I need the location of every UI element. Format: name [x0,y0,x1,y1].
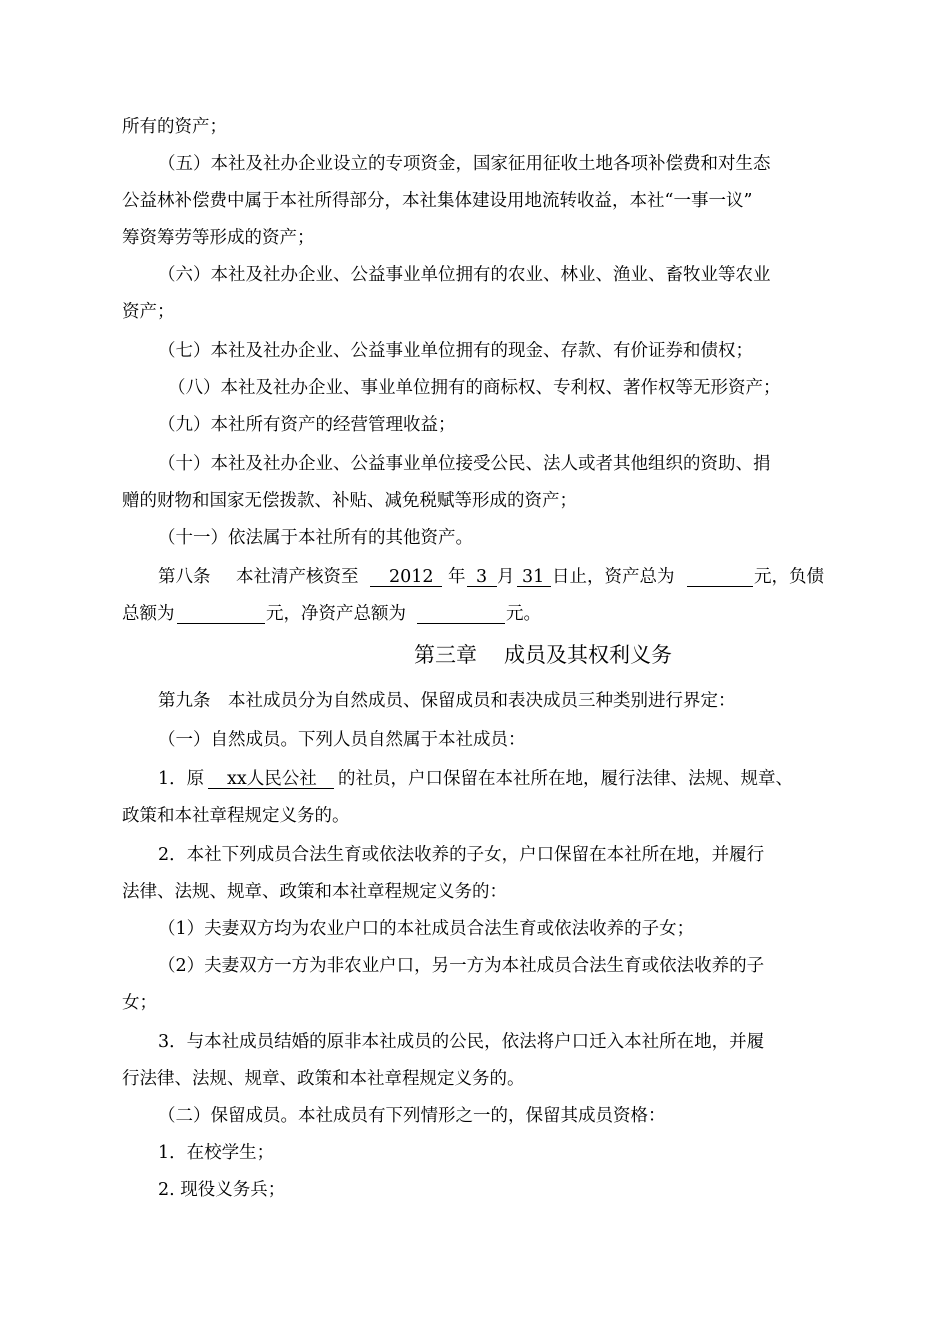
paragraph-line: （九）本社所有资产的经营管理收益； [158,415,456,435]
paragraph-line: （二）保留成员。本社成员有下列情形之一的，保留其成员资格： [158,1106,666,1126]
fill-blank [687,564,753,587]
fill-blank [417,601,505,624]
item-1-line: 1．原 xx人民公社 的社员，户口保留在本社所在地，履行法律、法规、规章、 [0,762,950,796]
article-label: 第八条 [158,567,211,587]
paragraph-line: 2．本社下列成员合法生育或依法收养的子女，户口保留在本社所在地，并履行 [158,845,765,865]
chapter-heading [0,638,950,672]
paragraph-line: 政策和本社章程规定义务的。 [122,806,350,826]
paragraph-line: 法律、法规、规章、政策和本社章程规定义务的： [122,882,507,902]
month-value: 3 [476,567,488,587]
paragraph-line: 资产； [122,302,175,322]
article-8-line-2: 总额为 元，净资产总额为 元。 [0,597,950,631]
paragraph-line: 赠的财物和国家无偿拨款、补贴、减免税赋等形成的资产； [122,491,577,511]
paragraph-line: （十一）依法属于本社所有的其他资产。 [158,528,473,548]
paragraph-line: （1）夫妻双方均为农业户口的本社成员合法生育或依法收养的子女； [158,919,695,939]
paragraph-line: （八）本社及社办企业、事业单位拥有的商标权、专利权、著作权等无形资产； [168,378,781,398]
commune-name: xx人民公社 [227,769,317,789]
paragraph-line: 筹资筹劳等形成的资产； [122,228,315,248]
paragraph-line: 2. 现役义务兵； [158,1180,286,1200]
paragraph-line: 3．与本社成员结婚的原非本社成员的公民，依法将户口迁入本社所在地，并履 [158,1032,765,1052]
paragraph-line: （一）自然成员。下列人员自然属于本社成员： [158,730,526,750]
fill-blank [177,601,265,624]
year-value: 2012 [389,567,434,587]
paragraph-line: 第九条 本社成员分为自然成员、保留成员和表决成员三种类别进行界定： [158,691,736,711]
paragraph-line: （五）本社及社办企业设立的专项资金，国家征用征收土地各项补偿费和对生态 [158,154,771,174]
paragraph-line: （六）本社及社办企业、公益事业单位拥有的农业、林业、渔业、畜牧业等农业 [158,265,771,285]
chapter-number: 第三章 [414,643,477,667]
paragraph-line: （十）本社及社办企业、公益事业单位接受公民、法人或者其他组织的资助、捐 [158,454,771,474]
paragraph-line: 公益林补偿费中属于本社所得部分，本社集体建设用地流转收益，本社“一事一议” [122,191,753,211]
paragraph-line: 1．在校学生； [158,1143,275,1163]
paragraph-line: （2）夫妻双方一方为非农业户口，另一方为本社成员合法生育或依法收养的子 [158,956,765,976]
article-8-line: 第八条 本社清产核资至 2012 年 3 月 31 日止，资产总为 元，负债 [0,560,950,594]
paragraph-line: 行法律、法规、规章、政策和本社章程规定义务的。 [122,1069,525,1089]
paragraph-line: 女； [122,993,157,1013]
day-value: 31 [522,567,545,587]
paragraph-line: 所有的资产； [122,117,227,137]
chapter-title: 成员及其权利义务 [504,643,672,667]
article-text: 本社清产核资至 [236,567,359,587]
paragraph-line: （七）本社及社办企业、公益事业单位拥有的现金、存款、有价证券和债权； [158,341,753,361]
